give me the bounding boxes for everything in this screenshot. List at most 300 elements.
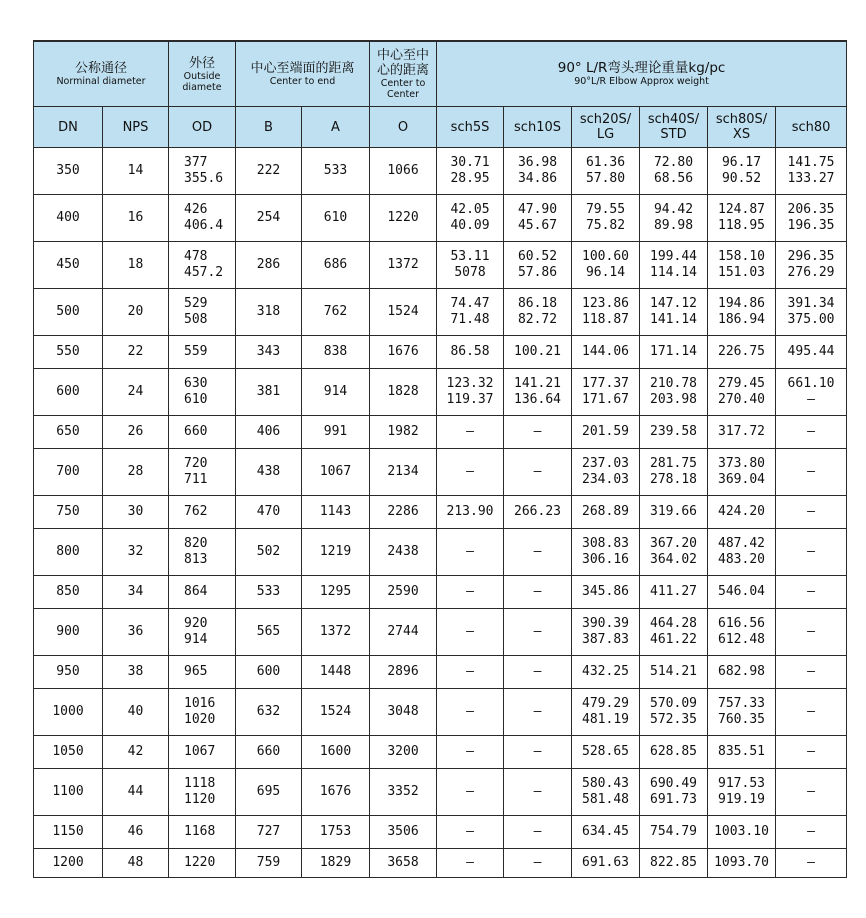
table-cell-line: 900 xyxy=(56,624,80,639)
table-cell-line: 533 xyxy=(323,163,348,178)
table-row xyxy=(34,689,847,736)
table-cell-line: 813 xyxy=(184,552,208,567)
table-cell xyxy=(504,576,572,609)
table-cell-line: 502 xyxy=(256,544,281,559)
elbow-weight-header: 90° L/R弯头理论重量kg/pc 90°L/R Elbow Approx weight xyxy=(437,41,847,107)
column-header xyxy=(236,107,302,148)
column-header xyxy=(437,107,504,148)
table-cell xyxy=(572,449,640,496)
table-cell xyxy=(302,289,370,336)
table-cell xyxy=(437,576,504,609)
table-cell-line: 28 xyxy=(127,464,144,479)
table-cell-line: – xyxy=(466,424,474,439)
table-cell xyxy=(437,336,504,369)
table-cell-line: 1828 xyxy=(387,384,419,399)
table-cell-line: 373.80 xyxy=(718,456,765,471)
table-cell-line: 270.40 xyxy=(718,392,765,407)
center-to-end-header: 中心至端面的距离 Center to end xyxy=(236,41,370,107)
table-cell xyxy=(640,736,708,769)
table-cell-line: – xyxy=(533,784,542,799)
table-cell-line: 36.98 xyxy=(517,155,558,170)
table-cell xyxy=(34,242,103,289)
table-cell-line: – xyxy=(533,584,542,599)
table-cell xyxy=(302,242,370,289)
table-cell-line: 1066 xyxy=(387,163,419,178)
table-cell-line: 690.49 xyxy=(650,776,697,791)
table-cell xyxy=(437,496,504,529)
table-cell-line: 53.11 xyxy=(450,249,490,264)
table-cell xyxy=(236,148,302,195)
table-cell-line: 528.65 xyxy=(582,744,629,759)
table-cell xyxy=(572,289,640,336)
table-cell xyxy=(302,529,370,576)
table-cell-line: 1093.70 xyxy=(714,855,769,870)
column-header-line: sch80 xyxy=(791,119,831,135)
table-cell-line: 345.86 xyxy=(582,584,629,599)
table-cell-line: 203.98 xyxy=(650,392,697,407)
table-cell xyxy=(640,849,708,878)
table-cell-line: 950 xyxy=(56,664,80,679)
table-cell-line: – xyxy=(807,624,815,639)
table-cell-line: 100.21 xyxy=(514,344,561,359)
table-cell-line: – xyxy=(807,504,815,519)
table-cell xyxy=(572,849,640,878)
table-cell-line: 118.95 xyxy=(718,218,765,233)
table-cell xyxy=(572,656,640,689)
table-cell xyxy=(504,816,572,849)
table-cell xyxy=(169,449,236,496)
column-header xyxy=(776,107,847,148)
table-cell-line: 820 xyxy=(184,536,208,551)
table-cell-line: 2438 xyxy=(387,544,419,559)
table-cell-line: 691.63 xyxy=(582,855,629,870)
table-cell-line: 660 xyxy=(256,744,281,759)
table-cell-line: 318 xyxy=(256,304,281,319)
table-cell-line: 1016 xyxy=(184,696,216,711)
table-cell-line: 1067 xyxy=(184,744,216,759)
table-cell xyxy=(708,496,776,529)
table-cell-line: 118.87 xyxy=(582,312,629,327)
table-cell xyxy=(776,369,847,416)
table-cell xyxy=(236,369,302,416)
table-cell-line: 864 xyxy=(184,584,208,599)
table-cell-line: 400 xyxy=(56,210,80,225)
table-cell-line: 2744 xyxy=(387,624,419,639)
table-cell-line: 600 xyxy=(256,664,281,679)
table-cell-line: 1168 xyxy=(184,824,216,839)
table-cell-line: 16 xyxy=(127,210,144,225)
table-cell-line: 1676 xyxy=(387,344,419,359)
table-cell-line: 495.44 xyxy=(787,344,835,359)
table-cell xyxy=(437,289,504,336)
table-cell xyxy=(437,849,504,878)
table-cell xyxy=(504,148,572,195)
table-cell xyxy=(640,576,708,609)
table-cell xyxy=(776,576,847,609)
table-cell xyxy=(776,529,847,576)
column-header-line: DN xyxy=(58,119,78,135)
table-cell-line: 762 xyxy=(323,304,348,319)
table-cell-line: 3352 xyxy=(387,784,419,799)
table-cell-line: 3506 xyxy=(387,824,419,839)
table-cell-line: 406.4 xyxy=(184,218,224,233)
column-header-line: NPS xyxy=(122,119,149,135)
table-cell-line: 406 xyxy=(256,424,281,439)
table-cell-line: – xyxy=(533,624,542,639)
table-cell-line: 650 xyxy=(56,424,80,439)
table-cell xyxy=(103,736,169,769)
table-cell xyxy=(236,609,302,656)
table-cell xyxy=(169,769,236,816)
table-cell xyxy=(504,449,572,496)
table-cell-line: 470 xyxy=(256,504,281,519)
table-cell-line: 481.19 xyxy=(582,712,629,727)
table-cell xyxy=(103,148,169,195)
table-cell-line: 45.67 xyxy=(517,218,558,233)
table-cell xyxy=(708,769,776,816)
table-cell-line: 991 xyxy=(323,424,348,439)
table-cell xyxy=(34,689,103,736)
table-cell xyxy=(103,609,169,656)
table-row xyxy=(34,576,847,609)
table-cell-line: 124.87 xyxy=(718,202,765,217)
table-cell-line: 28.95 xyxy=(450,171,490,186)
table-cell xyxy=(640,369,708,416)
table-cell xyxy=(572,816,640,849)
table-cell-line: 68.56 xyxy=(653,171,694,186)
table-cell-line: 86.58 xyxy=(450,344,490,359)
table-cell xyxy=(302,416,370,449)
table-cell xyxy=(302,769,370,816)
table-cell xyxy=(302,609,370,656)
table-cell-line: 222 xyxy=(256,163,281,178)
table-cell xyxy=(437,369,504,416)
table-cell-line: 1448 xyxy=(319,664,352,679)
table-cell xyxy=(776,148,847,195)
table-cell-line: 350 xyxy=(56,163,80,178)
table-cell-line: 90.52 xyxy=(721,171,762,186)
table-cell xyxy=(640,496,708,529)
table-cell xyxy=(302,816,370,849)
table-cell xyxy=(103,336,169,369)
table-cell-line: 158.10 xyxy=(718,249,765,264)
table-cell-line: 369.04 xyxy=(718,472,765,487)
table-cell-line: 917.53 xyxy=(718,776,765,791)
table-row xyxy=(34,849,847,878)
table-cell xyxy=(708,656,776,689)
table-cell xyxy=(572,496,640,529)
column-header xyxy=(708,107,776,148)
table-cell xyxy=(504,195,572,242)
table-cell xyxy=(34,449,103,496)
table-cell xyxy=(708,529,776,576)
table-cell-line: – xyxy=(466,624,474,639)
column-header xyxy=(103,107,169,148)
table-cell-line: 26 xyxy=(127,424,144,439)
table-cell xyxy=(236,769,302,816)
table-cell-line: 44 xyxy=(127,784,144,799)
table-cell xyxy=(103,242,169,289)
table-cell-line: 727 xyxy=(256,824,281,839)
table-cell-line: 2286 xyxy=(387,504,419,519)
table-cell-line: 5078 xyxy=(454,265,486,280)
table-cell xyxy=(776,289,847,336)
table-cell-line: 914 xyxy=(323,384,348,399)
table-cell-line: 226.75 xyxy=(718,344,765,359)
table-cell-line: 281.75 xyxy=(650,456,697,471)
column-header xyxy=(572,107,640,148)
table-cell-line: 123.86 xyxy=(582,296,629,311)
table-cell-line: 914 xyxy=(184,632,208,647)
table-cell xyxy=(640,336,708,369)
column-header-line: LG xyxy=(596,127,615,142)
table-cell-line: 634.45 xyxy=(582,824,629,839)
table-row xyxy=(34,609,847,656)
table-cell-line: 822.85 xyxy=(650,855,697,870)
table-cell-line: 47.90 xyxy=(517,202,558,217)
table-cell-line: 757.33 xyxy=(718,696,765,711)
table-cell xyxy=(572,736,640,769)
column-header-line: XS xyxy=(732,127,751,142)
table-cell xyxy=(708,416,776,449)
table-cell-line: 319.66 xyxy=(650,504,697,519)
table-cell-line: 432.25 xyxy=(582,664,629,679)
table-cell xyxy=(572,576,640,609)
table-cell xyxy=(708,289,776,336)
table-cell-line: 234.03 xyxy=(582,472,629,487)
table-cell-line: 367.20 xyxy=(650,536,697,551)
table-cell-line: 920 xyxy=(184,616,208,631)
table-cell-line: 686 xyxy=(323,257,348,272)
table-cell xyxy=(437,242,504,289)
table-cell xyxy=(302,849,370,878)
table-cell xyxy=(504,656,572,689)
table-cell xyxy=(236,689,302,736)
table-header xyxy=(34,41,847,148)
table-cell xyxy=(776,689,847,736)
column-header xyxy=(640,107,708,148)
table-cell xyxy=(34,736,103,769)
table-cell xyxy=(103,656,169,689)
table-cell xyxy=(302,148,370,195)
table-cell-line: – xyxy=(807,464,815,479)
table-cell-line: 286 xyxy=(256,257,281,272)
table-cell xyxy=(776,449,847,496)
table-row xyxy=(34,529,847,576)
table-row xyxy=(34,148,847,195)
table-cell-line: 34.86 xyxy=(517,171,558,186)
table-cell-line: – xyxy=(807,584,815,599)
table-cell-line: 660 xyxy=(184,424,208,439)
table-cell-line: 390.39 xyxy=(582,616,629,631)
table-cell xyxy=(437,148,504,195)
table-row xyxy=(34,449,847,496)
column-header-line: sch20S/ xyxy=(579,112,632,127)
table-cell xyxy=(169,369,236,416)
table-cell-line: 565 xyxy=(256,624,281,639)
table-cell xyxy=(169,576,236,609)
table-cell xyxy=(34,769,103,816)
table-cell xyxy=(640,148,708,195)
table-cell-line: 57.80 xyxy=(585,171,626,186)
table-cell xyxy=(370,289,437,336)
table-cell-line: 572.35 xyxy=(650,712,697,727)
table-cell-line: 72.80 xyxy=(653,155,694,170)
table-cell-line: – xyxy=(466,664,474,679)
column-header-line: sch40S/ xyxy=(647,112,700,127)
table-cell xyxy=(437,529,504,576)
table-cell-line: 194.86 xyxy=(718,296,765,311)
table-cell xyxy=(504,416,572,449)
table-cell xyxy=(103,529,169,576)
table-cell xyxy=(572,529,640,576)
table-cell-line: 24 xyxy=(127,384,144,399)
table-cell-line: 450 xyxy=(56,257,80,272)
table-cell-line: 3200 xyxy=(387,744,419,759)
table-cell-line: 508 xyxy=(184,312,208,327)
table-row xyxy=(34,289,847,336)
table-cell xyxy=(640,289,708,336)
table-cell xyxy=(302,656,370,689)
table-cell-line: 2134 xyxy=(387,464,419,479)
center-to-center-header: 中心至中 心的距离 Center to Center xyxy=(370,41,437,107)
table-cell-line: 1372 xyxy=(319,624,352,639)
table-cell-line: 42 xyxy=(127,744,144,759)
table-cell xyxy=(370,529,437,576)
table-cell xyxy=(34,496,103,529)
table-cell-line: 278.18 xyxy=(650,472,697,487)
table-cell xyxy=(103,449,169,496)
outside-diameter-header: 外径 Outside diamete xyxy=(169,41,236,107)
table-cell-line: 268.89 xyxy=(582,504,629,519)
table-cell xyxy=(572,148,640,195)
table-cell xyxy=(504,336,572,369)
table-cell xyxy=(370,816,437,849)
table-cell-line: 136.64 xyxy=(514,392,561,407)
table-cell-line: 550 xyxy=(56,344,80,359)
table-cell-line: – xyxy=(533,544,542,559)
table-cell-line: 171.14 xyxy=(650,344,697,359)
table-cell-line: 457.2 xyxy=(184,265,224,280)
table-cell-line: 276.29 xyxy=(787,265,835,280)
table-cell xyxy=(640,656,708,689)
table-cell xyxy=(640,609,708,656)
table-cell-line: – xyxy=(533,424,542,439)
table-cell xyxy=(236,496,302,529)
table-cell-line: 514.21 xyxy=(650,664,697,679)
table-cell xyxy=(236,449,302,496)
table-cell-line: 610 xyxy=(323,210,348,225)
table-cell xyxy=(370,689,437,736)
table-cell xyxy=(34,576,103,609)
table-cell xyxy=(437,416,504,449)
table-cell xyxy=(34,195,103,242)
table-cell-line: 600 xyxy=(56,384,80,399)
table-cell xyxy=(34,416,103,449)
table-cell xyxy=(236,336,302,369)
table-cell-line: 478 xyxy=(184,249,208,264)
table-cell xyxy=(34,656,103,689)
table-cell xyxy=(103,369,169,416)
table-cell xyxy=(708,736,776,769)
table-cell-line: 14 xyxy=(127,163,144,178)
table-cell-line: 965 xyxy=(184,664,208,679)
table-cell-line: 171.67 xyxy=(582,392,629,407)
table-cell-line: 700 xyxy=(56,464,80,479)
table-cell-line: – xyxy=(807,392,815,407)
table-cell-line: 3658 xyxy=(387,855,419,870)
table-cell-line: 581.48 xyxy=(582,792,629,807)
column-header-line: sch10S xyxy=(514,119,561,135)
table-cell xyxy=(708,449,776,496)
table-cell xyxy=(504,289,572,336)
table-cell-line: 377 xyxy=(184,155,208,170)
table-cell-line: 123.32 xyxy=(446,376,494,391)
table-cell xyxy=(708,242,776,289)
table-cell-line: 82.72 xyxy=(517,312,558,327)
table-cell xyxy=(103,849,169,878)
table-cell-line: 151.03 xyxy=(718,265,765,280)
table-cell-line: 210.78 xyxy=(650,376,697,391)
table-cell-line: 141.75 xyxy=(787,155,835,170)
table-cell xyxy=(504,609,572,656)
table-row xyxy=(34,242,847,289)
table-cell xyxy=(236,849,302,878)
table-cell xyxy=(776,656,847,689)
table-cell-line: 206.35 xyxy=(787,202,835,217)
table-cell xyxy=(34,289,103,336)
table-cell xyxy=(437,769,504,816)
table-cell xyxy=(370,769,437,816)
table-cell-line: 133.27 xyxy=(787,171,835,186)
table-cell xyxy=(236,656,302,689)
table-cell xyxy=(776,496,847,529)
table-cell xyxy=(169,609,236,656)
table-cell xyxy=(708,576,776,609)
column-header-line: O xyxy=(397,119,409,135)
table-cell-line: 186.94 xyxy=(718,312,765,327)
table-cell-line: – xyxy=(807,424,815,439)
table-cell xyxy=(370,336,437,369)
table-row xyxy=(34,816,847,849)
table-cell xyxy=(370,416,437,449)
table-cell-line: 762 xyxy=(184,504,208,519)
table-cell xyxy=(504,369,572,416)
table-cell-line: 18 xyxy=(127,257,144,272)
table-cell-line: 141.14 xyxy=(650,312,697,327)
table-cell-line: 114.14 xyxy=(650,265,697,280)
table-cell-line: 1524 xyxy=(319,704,352,719)
table-cell xyxy=(572,609,640,656)
table-cell xyxy=(169,529,236,576)
table-cell-line: – xyxy=(466,744,474,759)
table-cell-line: 144.06 xyxy=(582,344,629,359)
table-cell-line: 2590 xyxy=(387,584,419,599)
table-cell xyxy=(776,609,847,656)
table-cell xyxy=(572,416,640,449)
column-header xyxy=(370,107,437,148)
table-cell-line: 60.52 xyxy=(517,249,558,264)
table-cell-line: 1120 xyxy=(184,792,216,807)
table-row xyxy=(34,195,847,242)
column-header-line: sch5S xyxy=(450,119,490,135)
table-cell-line: 1050 xyxy=(52,744,84,759)
table-cell-line: 201.59 xyxy=(582,424,629,439)
table-cell-line: – xyxy=(533,824,542,839)
table-cell xyxy=(504,689,572,736)
table-row xyxy=(34,496,847,529)
table-cell-line: 533 xyxy=(256,584,281,599)
